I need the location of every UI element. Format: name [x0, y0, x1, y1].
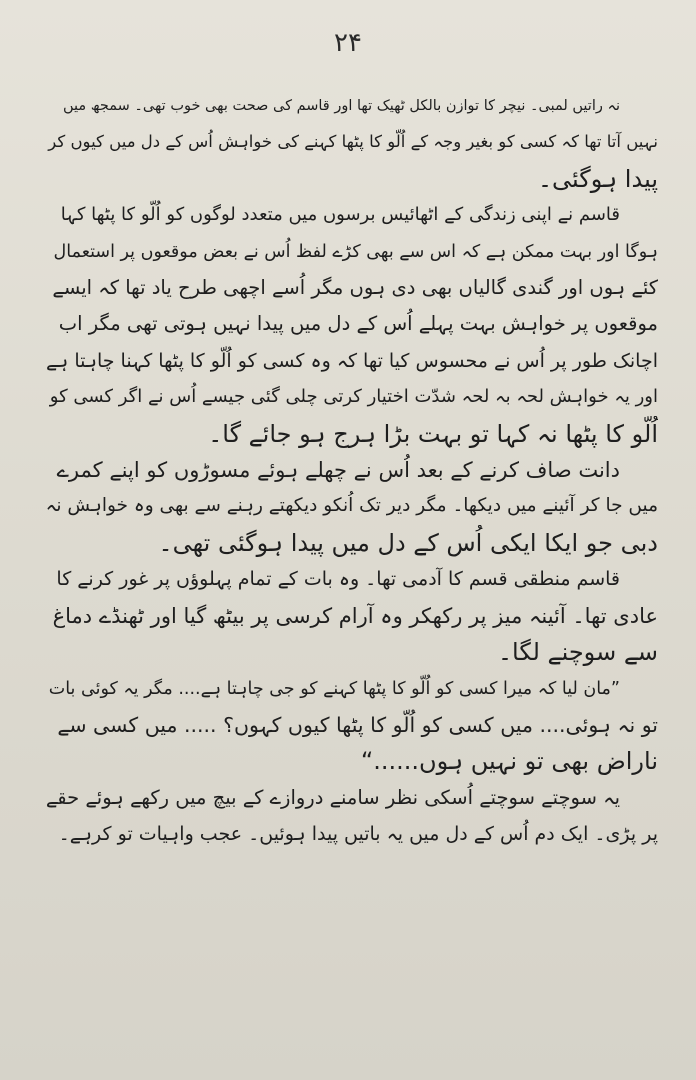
text-line: ”مان لیا کہ میرا کسی کو اُلّو کا پٹھا کہنے کو جی چاہتا ہے.... مگر یہ کوئی بات [48, 678, 620, 699]
text-line: سے سوچنے لگا۔ [497, 638, 658, 667]
paragraph [46, 452, 658, 561]
text-line: کئے ہوں اور گندی گالیاں بھی دی ہوں مگر اُسے اچھی طرح یاد تھا کہ ایسے [52, 276, 658, 300]
text-line: پیدا ہوگئی۔ [537, 164, 658, 193]
text-line: یہ سوچتے سوچتے اُسکی نظر سامنے دروازے کے بیچ میں رکھے ہوئے حقے [46, 785, 620, 809]
page-number: ۲۴ [334, 28, 362, 58]
text-line: نہ راتیں لمبی۔ نیچر کا توازن بالکل ٹھیک تھا اور قاسم کی صحت بھی خوب تھی۔ سمجھ میں [62, 98, 620, 114]
text-line: اچانک طور پر اُس نے محسوس کیا تھا کہ وہ کسی کو اُلّو کا پٹھا کہنا چاہتا ہے [46, 349, 658, 372]
text-line: موقعوں پر خواہش بہت پہلے اُس کے دل میں پیدا نہیں ہوتی تھی مگر اب [58, 312, 658, 336]
paragraph [46, 780, 658, 853]
text-line: قاسم نے اپنی زندگی کے اٹھائیس برسوں میں متعدد لوگوں کو اُلّو کا پٹھا کہا [60, 204, 620, 226]
text-line: پر پڑی۔ ایک دم اُس کے دل میں یہ باتیں پیدا ہوئیں۔ عجب واہیات تو کرہے۔ [58, 823, 658, 846]
paragraph [46, 88, 658, 197]
text-line: دبی جو ایکا ایکی اُس کے دل میں پیدا ہوگئی تھی۔ [158, 528, 658, 557]
text-line: عادی تھا۔ آئینہ میز پر رکھکر وہ آرام کرسی پر بیٹھ گیا اور ٹھنڈے دماغ [52, 603, 658, 628]
text-line: دانت صاف کرنے کے بعد اُس نے چھلے ہوئے مسوڑوں کو اپنے کمرے [56, 458, 620, 483]
text-line: اُلّو کا پٹھا نہ کہا تو بہت بڑا ہرج ہو جائے گا۔ [208, 419, 658, 448]
paragraph [46, 671, 658, 780]
paragraph [46, 561, 658, 670]
page-body [46, 88, 658, 853]
text-line: میں جا کر آئینے میں دیکھا۔ مگر دیر تک اُنکو دیکھتے رہنے سے بھی وہ خواہش نہ [46, 495, 658, 517]
text-line: ہوگا اور بہت ممکن ہے کہ اس سے بھی کڑے لفظ اُس نے بعض موقعوں پر استعمال [53, 241, 658, 262]
text-line: قاسم منطقی قسم کا آدمی تھا۔ وہ بات کے تمام پہلوؤں پر غور کرنے کا [56, 568, 620, 591]
text-line: تو نہ ہوئی.... میں کسی کو اُلّو کا پٹھا کیوں کہوں؟ ..... میں کسی سے [57, 712, 658, 737]
text-line: اور یہ خواہش لحہ بہ لحہ شدّت اختیار کرتی چلی گئی جیسے اُس نے اگر کسی کو [49, 386, 658, 408]
text-line: ناراض بھی تو نہیں ہوں......“ [360, 747, 658, 776]
text-line: نہیں آتا تھا کہ کسی کو بغیر وجہ کے اُلّو کا پٹھا کہنے کی خواہش اُس کے دل میں کیوں کر [48, 132, 658, 152]
paragraph [46, 197, 658, 452]
